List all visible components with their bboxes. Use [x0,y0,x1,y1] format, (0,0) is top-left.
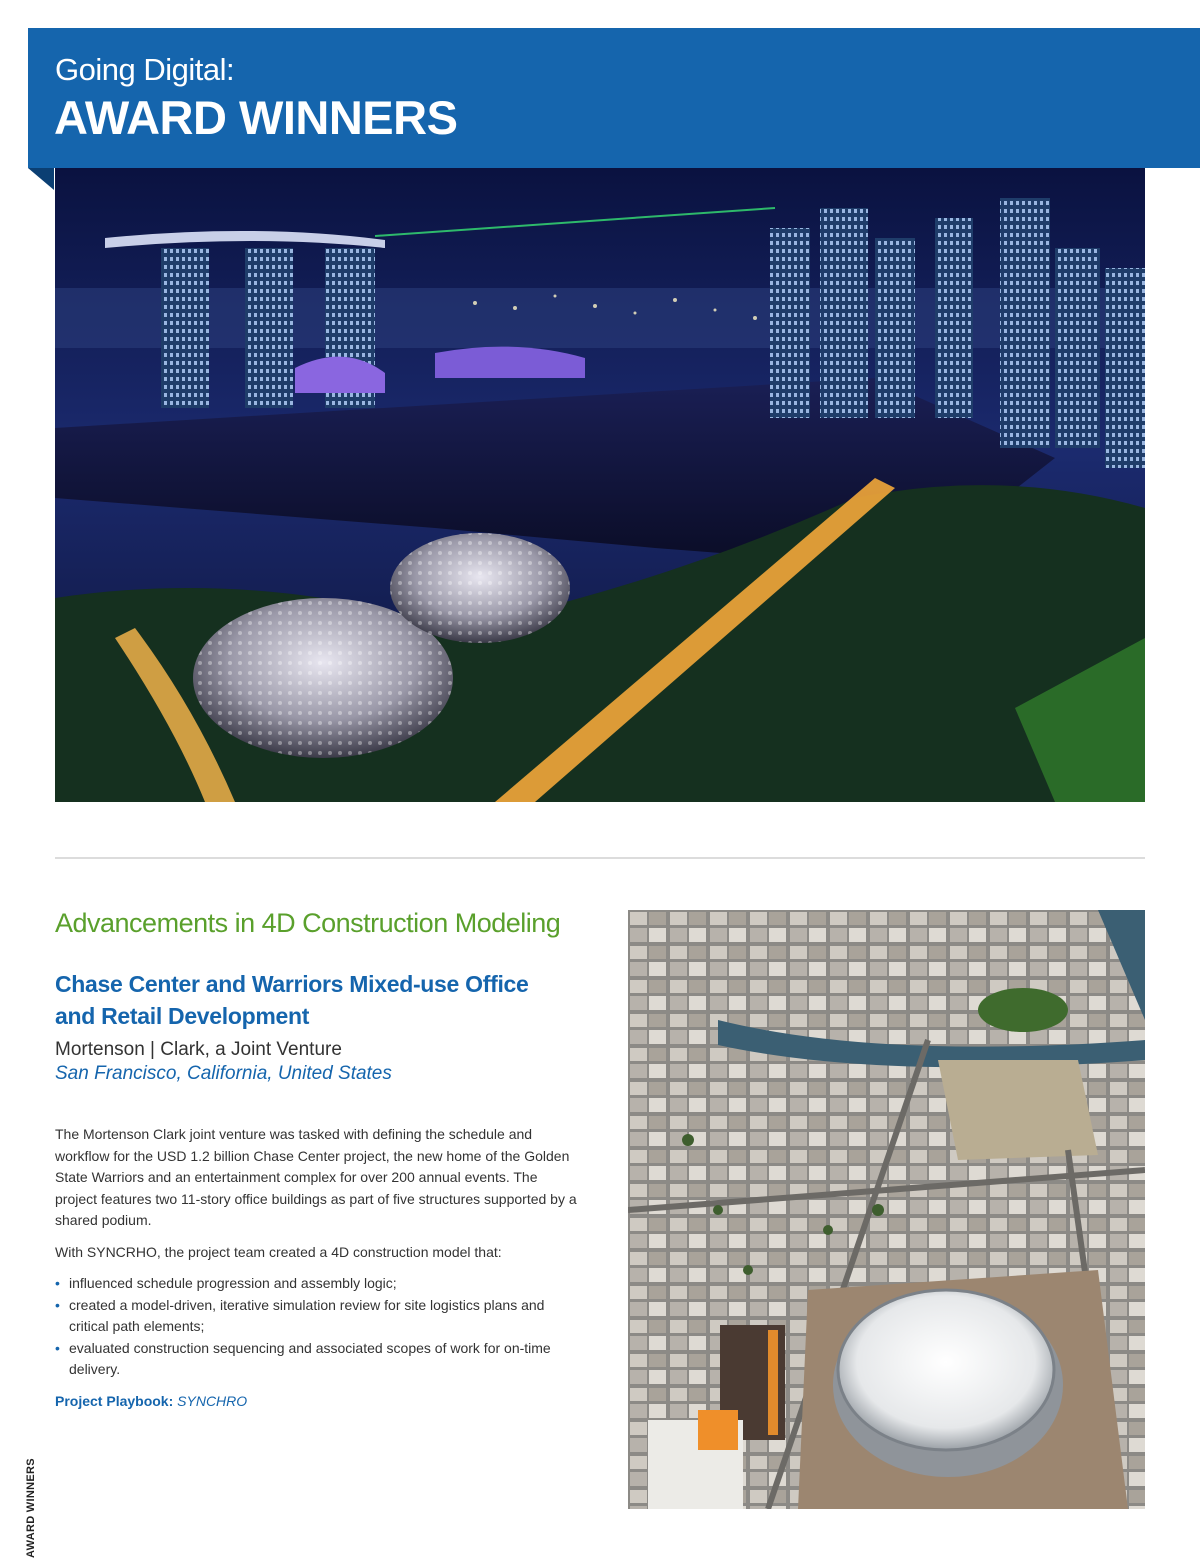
list-item-text: evaluated construction sequencing and associated scopes of work for on-time delivery. [69,1339,551,1377]
project-company: Mortenson | Clark, a Joint Venture [55,1039,342,1060]
bullet-dot-icon: • [55,1339,60,1356]
aerial-image [628,910,1145,1509]
page-title: AWARD WINNERS [54,91,458,144]
project-playbook [55,1391,580,1413]
description-paragraph-1: The Mortenson Clark joint venture was tasked with defining the schedule and workflow for the USD 1.2 billion Chase Center project, the new home of the Golden State Warriors and an entertainment complex for over 200 annual events. The project features two 11-story office buildings as part of five structures supported by a shared podium. [55,1126,577,1228]
side-label: AWARD WINNERS [25,1458,37,1558]
list-item-text: created a model-driven, iterative simulation review for site logistics plans and critical path elements; [69,1296,545,1334]
section-title: Advancements in 4D Construction Modeling [55,908,561,938]
header-kicker: Going Digital: [55,52,235,87]
description-paragraph-2: With SYNCRHO, the project team created a 4D construction model that: [55,1243,502,1260]
project-title [55,968,575,1032]
bullet-dot-icon: • [55,1296,60,1313]
hero-skyline-illustration [55,168,1145,802]
project-location: San Francisco, California, United States [55,1063,392,1084]
outcomes-list [55,1273,580,1381]
playbook-link[interactable]: SYNCHRO [177,1392,248,1409]
list-item [55,1273,580,1295]
list-item-text: influenced schedule progression and assembly logic; [69,1275,397,1291]
project-title-line-2: and Retail Development [55,1003,310,1029]
project-title-line-1: Chase Center and Warriors Mixed-use Office [55,971,529,997]
bullet-dot-icon: • [55,1275,60,1291]
banner-fold-decoration [28,168,54,190]
playbook-label: Project Playbook: [55,1392,174,1409]
section-divider [55,857,1145,859]
aerial-city-illustration [628,910,1145,1509]
list-item [55,1338,580,1381]
hero-image [55,168,1145,802]
project-description [55,1124,580,1412]
list-item [55,1295,580,1338]
header-banner [28,28,1200,168]
